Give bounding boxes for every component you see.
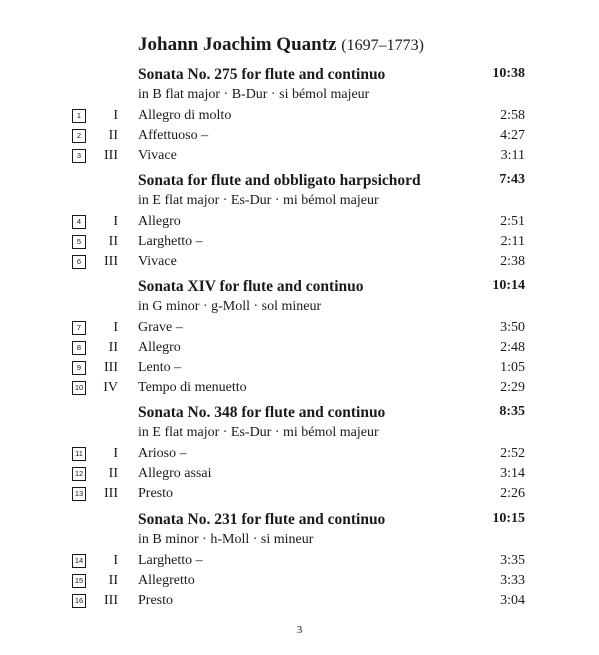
sonata-key: in B minor · h-Moll · si mineur	[138, 532, 314, 547]
sonata-header	[0, 66, 599, 86]
movement-title: Allegro	[138, 214, 181, 229]
movement-title: Vivace	[138, 254, 177, 269]
track-row	[0, 318, 599, 338]
sonata-total-duration: 10:38	[492, 66, 525, 81]
movement-title: Larghetto –	[138, 234, 203, 249]
track-list	[0, 212, 599, 272]
movement-numeral: IV	[103, 380, 118, 395]
composer-heading	[138, 34, 424, 56]
track-number-box: 12	[72, 467, 86, 481]
track-duration: 3:04	[500, 593, 525, 608]
track-row	[0, 484, 599, 504]
track-list	[0, 318, 599, 398]
track-duration: 3:35	[500, 553, 525, 568]
track-row	[0, 571, 599, 591]
track-number-box: 14	[72, 554, 86, 568]
track-duration: 2:26	[500, 486, 525, 501]
track-number-box: 7	[72, 321, 86, 335]
track-number-box: 13	[72, 487, 86, 501]
track-number-box: 4	[72, 215, 86, 229]
sonata-key: in B flat major · B-Dur · si bémol majeur	[138, 87, 370, 102]
track-number-box: 6	[72, 255, 86, 269]
track-duration: 2:52	[500, 446, 525, 461]
movement-numeral: III	[104, 254, 118, 269]
track-row	[0, 338, 599, 358]
movement-title: Allegro di molto	[138, 108, 232, 123]
track-row	[0, 212, 599, 232]
sonata-total-duration: 8:35	[499, 404, 525, 419]
track-row	[0, 126, 599, 146]
track-number-box: 1	[72, 109, 86, 123]
sonata-total-duration: 10:15	[492, 511, 525, 526]
track-duration: 2:51	[500, 214, 525, 229]
track-number-box: 8	[72, 341, 86, 355]
movement-title: Tempo di menuetto	[138, 380, 247, 395]
track-number-box: 2	[72, 129, 86, 143]
track-duration: 3:50	[500, 320, 525, 335]
sonata-title: Sonata No. 348 for flute and continuo	[138, 404, 386, 421]
track-number-box: 9	[72, 361, 86, 375]
sonata-title: Sonata No. 231 for flute and continuo	[138, 511, 386, 528]
track-duration: 3:14	[500, 466, 525, 481]
track-row	[0, 232, 599, 252]
track-duration: 3:11	[500, 148, 525, 163]
sonata-block	[0, 404, 599, 504]
track-number-box: 15	[72, 574, 86, 588]
track-number-box: 3	[72, 149, 86, 163]
track-row	[0, 358, 599, 378]
track-row	[0, 252, 599, 272]
track-duration: 3:33	[500, 573, 525, 588]
movement-title: Arioso –	[138, 446, 187, 461]
movement-numeral: I	[113, 553, 118, 568]
movement-numeral: I	[113, 108, 118, 123]
sonata-block	[0, 172, 599, 272]
movement-numeral: II	[108, 128, 118, 143]
track-duration: 2:38	[500, 254, 525, 269]
track-row	[0, 551, 599, 571]
track-number-box: 11	[72, 447, 86, 461]
track-list	[0, 106, 599, 166]
movement-title: Presto	[138, 593, 173, 608]
sonata-title: Sonata XIV for flute and continuo	[138, 278, 364, 295]
composer-name: Johann Joachim Quantz	[138, 34, 337, 55]
track-row	[0, 591, 599, 611]
sonata-title: Sonata for flute and obbligato harpsichord	[138, 172, 421, 189]
track-list	[0, 444, 599, 504]
movement-numeral: II	[108, 573, 118, 588]
sonata-block	[0, 278, 599, 398]
movement-numeral: III	[104, 593, 118, 608]
track-row	[0, 146, 599, 166]
movement-title: Affettuoso –	[138, 128, 209, 143]
track-number-box: 10	[72, 381, 86, 395]
movement-title: Grave –	[138, 320, 183, 335]
composer-dates: (1697–1773)	[341, 37, 424, 54]
movement-numeral: I	[113, 214, 118, 229]
movement-numeral: III	[104, 486, 118, 501]
movement-numeral: II	[108, 466, 118, 481]
sonata-block	[0, 66, 599, 166]
track-row	[0, 378, 599, 398]
track-duration: 2:58	[500, 108, 525, 123]
track-duration: 2:29	[500, 380, 525, 395]
track-duration: 2:48	[500, 340, 525, 355]
track-row	[0, 444, 599, 464]
track-duration: 1:05	[500, 360, 525, 375]
movement-title: Vivace	[138, 148, 177, 163]
page-number: 3	[296, 624, 303, 636]
sonata-total-duration: 7:43	[499, 172, 525, 187]
movement-title: Lento –	[138, 360, 182, 375]
sonata-total-duration: 10:14	[492, 278, 525, 293]
track-duration: 2:11	[500, 234, 525, 249]
sonata-key: in E flat major · Es-Dur · mi bémol majeur	[138, 425, 379, 440]
track-number-box: 16	[72, 594, 86, 608]
movement-title: Allegretto	[138, 573, 195, 588]
track-duration: 4:27	[500, 128, 525, 143]
sonata-key: in G minor · g-Moll · sol mineur	[138, 299, 322, 314]
movement-numeral: III	[104, 148, 118, 163]
sonata-title: Sonata No. 275 for flute and continuo	[138, 66, 386, 83]
sonata-header	[0, 172, 599, 192]
movement-numeral: III	[104, 360, 118, 375]
movement-numeral: II	[108, 340, 118, 355]
track-row	[0, 464, 599, 484]
movement-title: Presto	[138, 486, 173, 501]
movement-title: Larghetto –	[138, 553, 203, 568]
track-row	[0, 106, 599, 126]
track-list	[0, 551, 599, 611]
sonata-key: in E flat major · Es-Dur · mi bémol majeur	[138, 193, 379, 208]
sonata-block	[0, 511, 599, 611]
movement-title: Allegro	[138, 340, 181, 355]
sonata-header	[0, 404, 599, 424]
track-number-box: 5	[72, 235, 86, 249]
movement-numeral: II	[108, 234, 118, 249]
movement-numeral: I	[113, 320, 118, 335]
sonata-header	[0, 511, 599, 531]
movement-numeral: I	[113, 446, 118, 461]
sonata-header	[0, 278, 599, 298]
movement-title: Allegro assai	[138, 466, 212, 481]
